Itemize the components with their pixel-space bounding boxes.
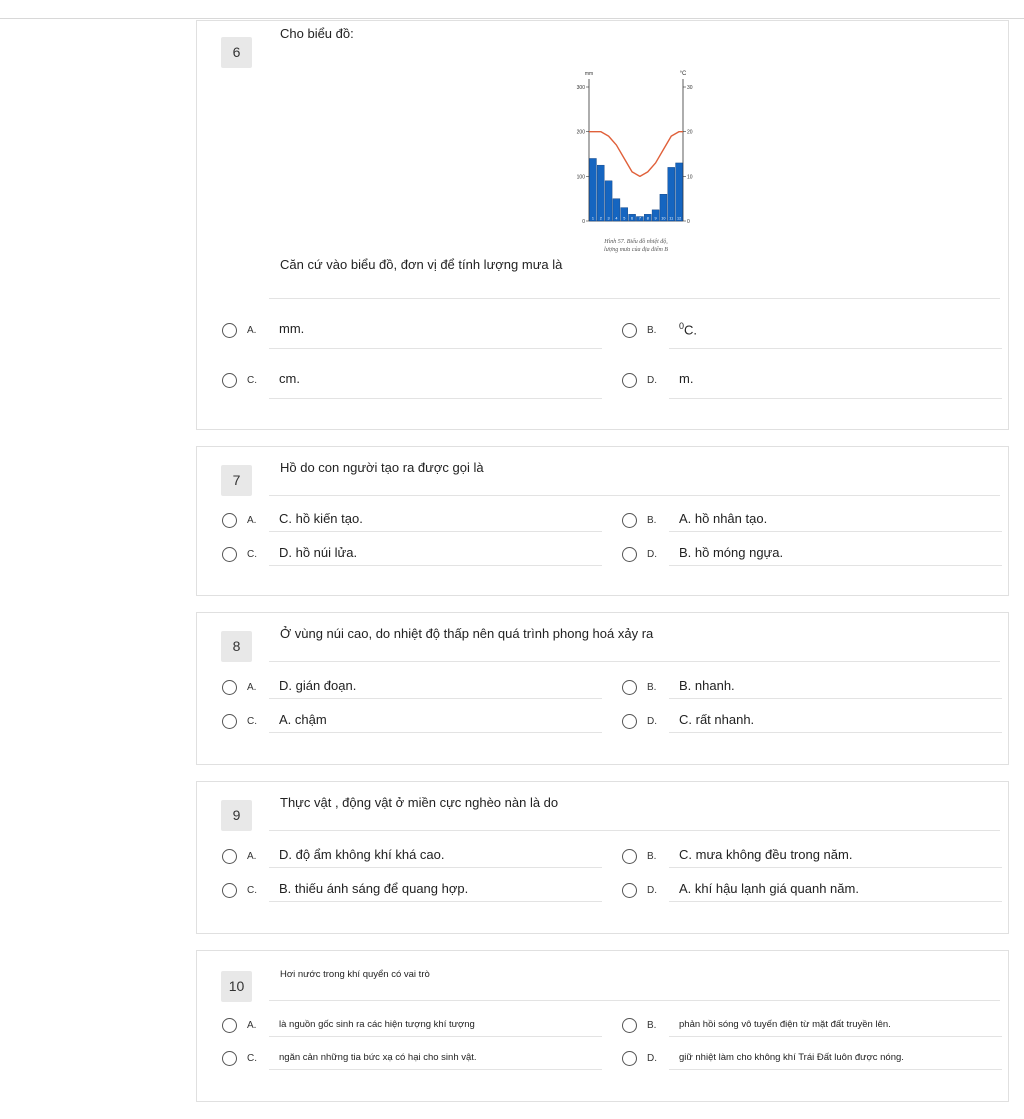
radio-button[interactable] (622, 883, 637, 898)
previous-section-edge (0, 0, 1024, 10)
option-underline (669, 348, 1002, 349)
option-text (679, 321, 697, 337)
option-text-main: C. (684, 322, 698, 338)
option-b[interactable] (622, 1016, 1002, 1038)
option-text: A. khí hậu lạnh giá quanh năm. (679, 881, 859, 896)
option-c[interactable] (222, 545, 602, 567)
option-text: C. mưa không đều trong năm. (679, 847, 853, 862)
option-text: A. hồ nhân tạo. (679, 511, 768, 526)
right-tick-label: 0 (687, 219, 690, 225)
radio-button[interactable] (222, 373, 237, 388)
chart-caption-line-1: Hình 57. Biểu đồ nhiệt độ, (604, 239, 668, 245)
option-b[interactable] (622, 511, 1002, 533)
question-number: 9 (221, 800, 252, 831)
option-letter: D. (647, 716, 657, 727)
option-letter: A. (247, 682, 257, 693)
question-prompt: Hồ do con người tạo ra được gọi là (280, 460, 484, 475)
question-number: 6 (221, 37, 252, 68)
option-underline (669, 867, 1002, 868)
left-tick-label: 100 (576, 174, 585, 181)
option-underline (669, 1036, 1002, 1037)
right-tick-label: 10 (687, 174, 693, 181)
option-d[interactable] (622, 881, 1002, 903)
rainfall-bar (589, 158, 596, 221)
option-text: phản hồi sóng vô tuyến điện từ mặt đất truyền lên. (679, 1019, 891, 1030)
prompt-underline (269, 830, 1000, 831)
option-letter: D. (647, 549, 657, 560)
option-c[interactable] (222, 881, 602, 903)
month-label: 9 (654, 216, 657, 221)
option-text: m. (679, 371, 694, 386)
option-underline (269, 565, 602, 566)
climate-chart (557, 51, 717, 266)
left-tick-label: 200 (576, 129, 585, 136)
option-letter: C. (247, 1053, 257, 1064)
option-d[interactable] (622, 371, 1002, 393)
option-letter: D. (647, 375, 657, 386)
option-b[interactable] (622, 321, 1002, 343)
prompt-underline (269, 1000, 1000, 1001)
degree-superscript: 0 (679, 321, 685, 331)
radio-button[interactable] (622, 323, 637, 338)
option-text: D. hồ núi lửa. (279, 545, 358, 560)
month-label: 2 (599, 216, 602, 221)
option-text: D. gián đoạn. (279, 678, 357, 693)
radio-button[interactable] (222, 883, 237, 898)
rainfall-bar (605, 181, 612, 221)
question-number: 7 (221, 465, 252, 496)
option-underline (669, 901, 1002, 902)
option-text: B. thiếu ánh sáng để quang hợp. (279, 881, 469, 896)
question-subprompt: Căn cứ vào biểu đồ, đơn vị để tính lượng mưa là (280, 257, 563, 272)
option-text: B. hồ móng ngựa. (679, 545, 784, 560)
question-number: 8 (221, 631, 252, 662)
option-text: cm. (279, 371, 300, 386)
option-d[interactable] (622, 712, 1002, 734)
radio-button[interactable] (622, 849, 637, 864)
option-underline (269, 348, 602, 349)
month-label: 8 (646, 216, 649, 221)
option-letter: B. (647, 682, 657, 693)
question-prompt: Hơi nước trong khí quyển có vai trò (280, 969, 430, 980)
question-card-7 (196, 446, 1009, 596)
month-label: 10 (661, 216, 666, 221)
option-d[interactable] (622, 1049, 1002, 1071)
option-b[interactable] (622, 847, 1002, 869)
option-letter: A. (247, 325, 257, 336)
right-unit-label: °C (679, 71, 687, 77)
radio-button[interactable] (222, 680, 237, 695)
option-letter: D. (647, 885, 657, 896)
option-underline (669, 565, 1002, 566)
option-a[interactable] (222, 511, 602, 533)
option-underline (269, 531, 602, 532)
option-text: giữ nhiệt làm cho không khí Trái Đất luôn được nóng. (679, 1052, 904, 1063)
radio-button[interactable] (222, 849, 237, 864)
radio-button[interactable] (222, 513, 237, 528)
prompt-underline (269, 495, 1000, 496)
option-a[interactable] (222, 321, 602, 343)
option-underline (269, 1069, 602, 1070)
radio-button[interactable] (222, 323, 237, 338)
option-text: A. chậm (279, 712, 327, 727)
option-letter: C. (247, 549, 257, 560)
option-underline (269, 901, 602, 902)
question-prompt: Thực vật , động vật ở miền cực nghèo nàn là do (280, 795, 559, 810)
question-card-10 (196, 950, 1009, 1102)
option-letter: C. (247, 885, 257, 896)
option-letter: A. (247, 515, 257, 526)
rainfall-bar (676, 163, 683, 221)
right-tick-label: 30 (687, 85, 693, 91)
month-label: 12 (676, 216, 682, 221)
option-underline (269, 732, 602, 733)
option-underline (269, 398, 602, 399)
option-text: B. nhanh. (679, 678, 735, 693)
option-underline (269, 698, 602, 699)
option-underline (669, 732, 1002, 733)
question-prompt: Cho biểu đồ: (280, 26, 354, 41)
prompt-underline (269, 298, 1000, 299)
month-label: 4 (615, 216, 618, 221)
left-tick-label: 0 (582, 219, 585, 225)
radio-button[interactable] (622, 1018, 637, 1033)
question-card-9 (196, 781, 1009, 934)
question-card-6 (196, 20, 1009, 430)
option-a[interactable] (222, 1016, 602, 1038)
option-text: C. rất nhanh. (679, 712, 755, 727)
option-letter: D. (647, 1053, 657, 1064)
rainfall-bar (668, 167, 675, 221)
radio-button[interactable] (222, 714, 237, 729)
right-tick-label: 20 (687, 129, 693, 136)
month-label: 6 (631, 216, 634, 221)
radio-button[interactable] (222, 1051, 237, 1066)
option-text: C. hồ kiến tạo. (279, 511, 363, 526)
month-label: 11 (669, 216, 674, 221)
option-text: mm. (279, 321, 305, 336)
chart-caption-line-2: lượng mưa của địa điểm B (604, 247, 668, 253)
month-label: 3 (607, 216, 610, 221)
month-label: 1 (591, 216, 594, 221)
radio-button[interactable] (622, 513, 637, 528)
option-a[interactable] (222, 678, 602, 700)
top-divider (0, 18, 1024, 19)
question-card-8 (196, 612, 1009, 765)
option-letter: A. (247, 851, 257, 862)
option-text: D. độ ẩm không khí khá cao. (279, 847, 445, 862)
month-label: 7 (638, 216, 641, 221)
option-letter: B. (647, 851, 657, 862)
option-c[interactable] (222, 1049, 602, 1071)
option-letter: C. (247, 375, 257, 386)
option-underline (669, 1069, 1002, 1070)
option-b[interactable] (622, 678, 1002, 700)
prompt-underline (269, 661, 1000, 662)
radio-button[interactable] (222, 547, 237, 562)
radio-button[interactable] (622, 373, 637, 388)
radio-button[interactable] (222, 1018, 237, 1033)
left-unit-label: mm (584, 71, 594, 77)
radio-button[interactable] (622, 1051, 637, 1066)
month-label: 5 (623, 216, 626, 221)
question-prompt: Ở vùng núi cao, do nhiệt độ thấp nên quá trình phong hoá xảy ra (280, 626, 654, 641)
option-letter: B. (647, 515, 657, 526)
option-letter: B. (647, 325, 657, 336)
option-underline (669, 398, 1002, 399)
option-d[interactable] (622, 545, 1002, 567)
radio-button[interactable] (622, 714, 637, 729)
rainfall-bar (597, 165, 604, 221)
option-c[interactable] (222, 371, 602, 393)
left-tick-label: 300 (576, 85, 585, 91)
option-text: là nguồn gốc sinh ra các hiện tượng khí tượng (279, 1019, 475, 1030)
radio-button[interactable] (622, 680, 637, 695)
option-letter: C. (247, 716, 257, 727)
option-a[interactable] (222, 847, 602, 869)
option-underline (669, 531, 1002, 532)
option-text: ngăn cản những tia bức xạ có hại cho sinh vật. (279, 1052, 477, 1063)
option-letter: A. (247, 1020, 257, 1031)
option-underline (269, 1036, 602, 1037)
question-number: 10 (221, 971, 252, 1002)
option-underline (269, 867, 602, 868)
radio-button[interactable] (622, 547, 637, 562)
option-underline (669, 698, 1002, 699)
option-c[interactable] (222, 712, 602, 734)
option-letter: B. (647, 1020, 657, 1031)
